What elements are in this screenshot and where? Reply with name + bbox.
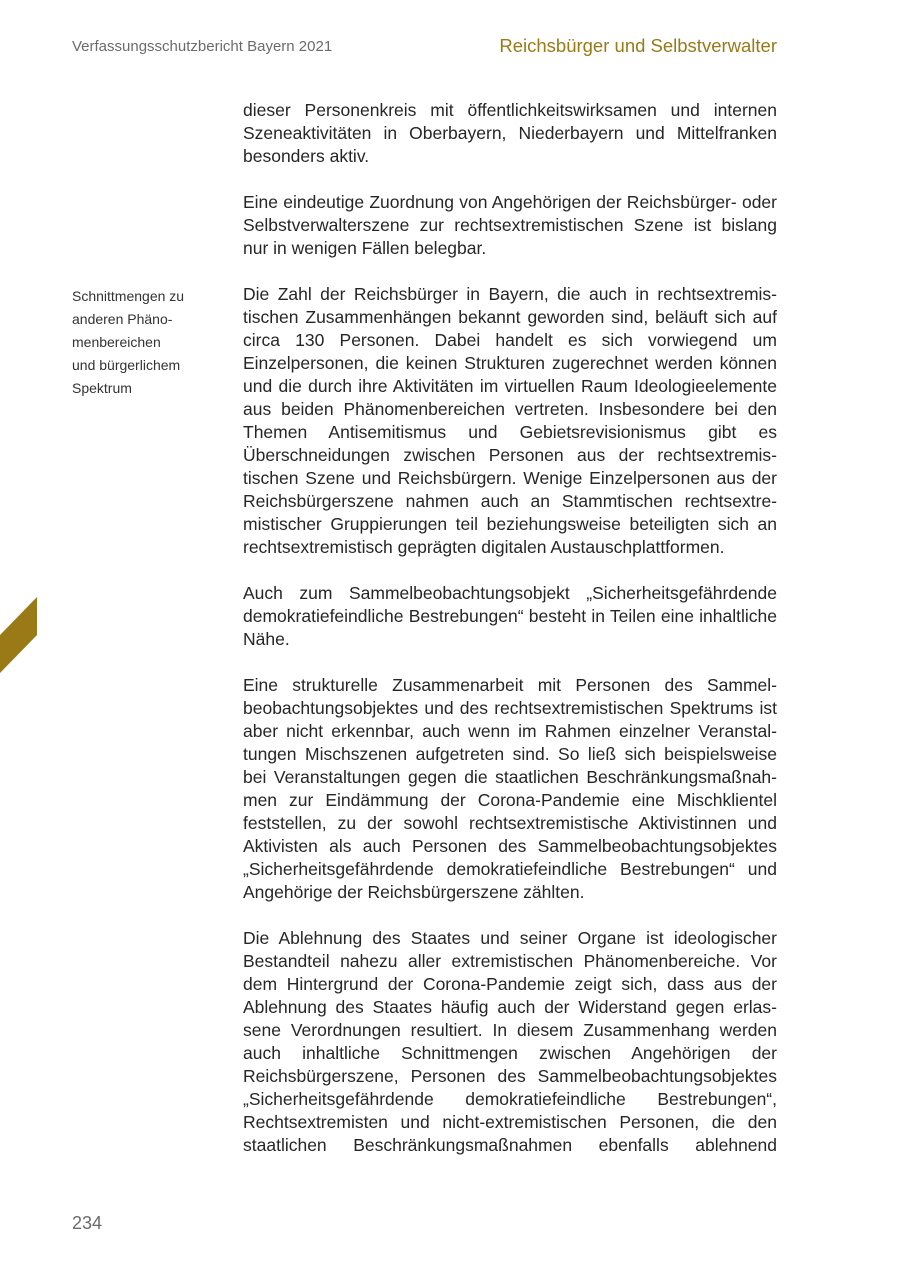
page-number: 234: [72, 1213, 103, 1233]
margin-note-line: und bürgerlichem: [72, 357, 181, 373]
running-header-chapter-title: Reichsbürger und Selbstverwalter: [499, 35, 777, 56]
paragraph: Auch zum Sammelbeobachtungsobjekt „Sicherheitsgefährdende demokratiefeindliche Bestrebungen“ besteht in Teilen eine inhaltliche Nähe.: [243, 583, 777, 649]
paragraph: Eine strukturelle Zusammenarbeit mit Personen des Sammelbeobachtungsobjektes und des rechtsextremistischen Spektrums ist aber nicht erkennbar, auch wenn im Rahmen einzelner Veranstaltungen Mischszenen aufgetreten sind. So ließ sich beispielsweise bei Veranstaltungen gegen die staatlichen Beschränkungsmaßnahmen zur Eindämmung der Corona-Pandemie eine Mischklientel feststellen, zu der sowohl rechtsextremistische Aktivistinnen und Aktivisten als auch Personen des Sammelbeobachtungsobjektes „Sicherheitsgefährdende demokratiefeindliche Bestrebungen“ und Angehörige der Reichsbürgerszene zählten.: [243, 675, 777, 902]
margin-note-line: anderen Phäno-: [72, 311, 173, 327]
margin-note-line: Spektrum: [72, 380, 132, 396]
margin-note-line: menbereichen: [72, 334, 161, 350]
paragraph: Eine eindeutige Zuordnung von Angehörigen der Reichsbürger- oder Selbstverwalterszene zur rechtsextremistischen Szene ist bislang nur in wenigen Fällen belegbar.: [243, 192, 777, 258]
running-header-report-title: Verfassungsschutzbericht Bayern 2021: [72, 38, 333, 55]
paragraph: Die Zahl der Reichsbürger in Bayern, die auch in rechtsextremistischen Zusammenhängen bekannt geworden sind, beläuft sich auf circa 130 Personen. Dabei handelt es sich vorwiegend um Einzelpersonen, die keinen Strukturen zugerechnet werden können und die durch ihre Aktivitäten im virtuellen Raum Ideologieelemente aus beiden Phänomenbereichen vertreten. Insbesondere bei den Themen Antisemitismus und Gebietsrevisionismus gibt es Überschneidungen zwischen Personen aus der rechtsextremistischen Szene und Reichsbürgern. Wenige Einzelpersonen aus der Reichsbürgerszene nahmen auch an Stammtischen rechtsextremistischer Gruppierungen teil beziehungsweise beteiligten sich an rechtsextremistisch geprägten digitalen Austauschplattformen.: [243, 284, 777, 557]
paragraph: Die Ablehnung des Staates und seiner Organe ist ideologischer Bestandteil nahezu aller extremistischen Phänomenbereiche. Vor dem Hintergrund der Corona-Pandemie zeigt sich, dass aus der Ablehnung des Staates häufig auch der Widerstand gegen erlassene Verordnungen resultiert. In diesem Zusammenhang werden auch inhaltliche Schnittmengen zwischen Angehörigen der Reichsbürgerszene, Personen des Sammelbeobachtungsobjektes „Sicherheitsgefährdende demokratiefeindliche Bestrebungen“, Rechtsextremisten und nicht-extremistischen Personen, die den staatlichen Beschränkungsmaßnahmen ebenfalls ablehnend: [243, 928, 777, 1155]
margin-note-line: Schnittmengen zu: [72, 288, 185, 304]
paragraph: dieser Personenkreis mit öffentlichkeitswirksamen und internen Szeneaktivitäten in Oberbayern, Niederbayern und Mittelfranken besonders aktiv.: [243, 100, 777, 166]
margin-note: [72, 285, 202, 400]
body-text: [243, 99, 777, 1157]
chapter-accent-marker: [0, 597, 37, 673]
